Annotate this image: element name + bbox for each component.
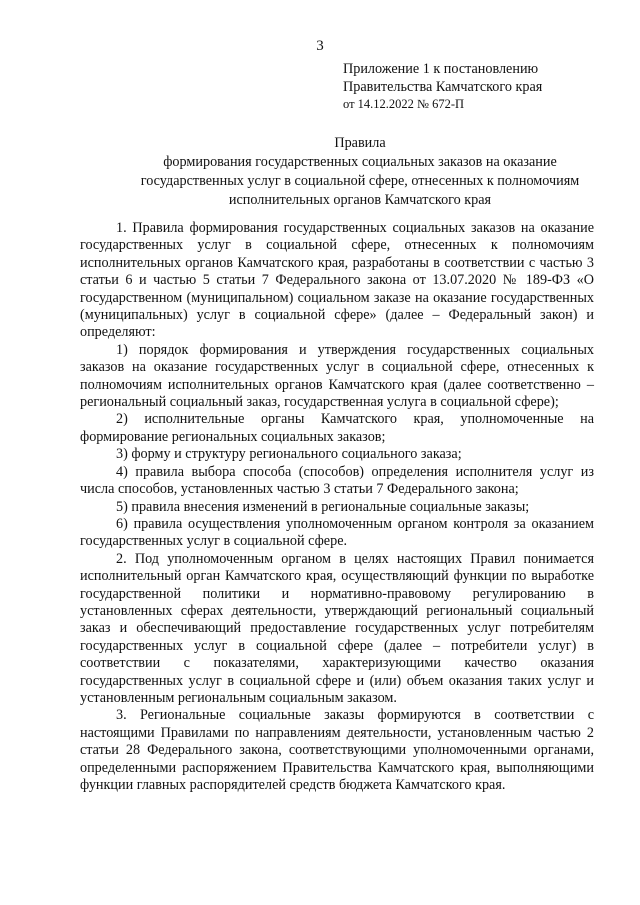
paragraph-1: 1. Правила формирования государственных социальных заказов на оказание государственных услуг в социальной сфере, отнесенных к полномочиям исполнительных органов Камчатского края, разработаны в соответствии с частью 3 статьи 6 и частью 5 статьи 7 Федерального закона от 13.07.2020 № 189-ФЗ «О государственном (муниципальном) социальном заказе на оказание государственных (муниципальных) услуг в социальной сфере» (далее – Федеральный закон) и определяют: bbox=[80, 220, 594, 341]
title-line-4: исполнительных органов Камчатского края bbox=[228, 192, 492, 208]
paragraph-item-5: 5) правила внесения изменений в региональные социальные заказы; bbox=[116, 498, 530, 515]
title-line-2: формирования государственных социальных заказов на оказание bbox=[163, 154, 557, 170]
document-title bbox=[80, 134, 640, 210]
appendix-line-3: от 14.12.2022 № 672-П bbox=[343, 97, 465, 111]
paragraph-item-6: 6) правила осуществления уполномоченным органом контроля за оказанием государственных услуг в социальной сфере. bbox=[80, 515, 594, 550]
page-number: 3 bbox=[316, 38, 324, 54]
document-body bbox=[80, 220, 594, 794]
title-line-1: Правила bbox=[334, 135, 386, 151]
paragraph-3: 3. Региональные социальные заказы формируются в соответствии с настоящими Правилами по направлениям деятельности, установленным частью 2 статьи 28 Федерального закона, соответствующими уполномоченными органами, определенными распоряжением Правительства Камчатского края, выполняющими функции главных распорядителей средств бюджета Камчатского края. bbox=[80, 707, 594, 793]
paragraph-item-2: 2) исполнительные органы Камчатского края, уполномоченные на формирование региональных социальных заказов; bbox=[80, 411, 594, 445]
paragraph-2: 2. Под уполномоченным органом в целях настоящих Правил понимается исполнительный орган Камчатского края, осуществляющий функции по выработке государственной политики и нормативно-правовому регулированию в установленных сферах деятельности, утверждающий региональный социальный заказ и обеспечивающий предоставление государственных услуг потребителям государственных услуг в социальной сфере (далее – потребители услуг) в соответствии с показателями, характеризующими качество оказания государственных услуг в социальной сфере и (или) объем оказания таких услуг и установленным региональным социальным заказом. bbox=[80, 550, 594, 706]
paragraph-item-4: 4) правила выбора способа (способов) определения исполнителя услуг из числа способов, установленных частью 3 статьи 7 Федерального закона; bbox=[80, 463, 594, 498]
appendix-reference bbox=[343, 61, 542, 114]
paragraph-item-1: 1) порядок формирования и утверждения государственных социальных заказов на оказание государственных услуг в социальной сфере, отнесенных к полномочиям исполнительных органов Камчатского края (далее соответственно – региональный социальный заказ, государственная услуга в социальной сфере); bbox=[80, 341, 594, 411]
appendix-line-2: Правительства Камчатского края bbox=[343, 78, 543, 95]
title-line-3: государственных услуг в социальной сфере, отнесенных к полномочиям bbox=[140, 173, 580, 189]
paragraph-item-3: 3) форму и структуру регионального социального заказа; bbox=[116, 446, 462, 463]
appendix-line-1: Приложение 1 к постановлению bbox=[343, 61, 539, 77]
